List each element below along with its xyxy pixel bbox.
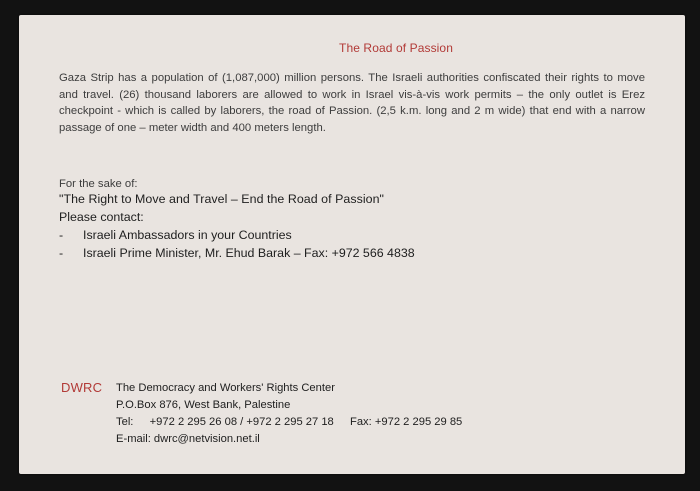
tel-label: Tel: — [116, 416, 134, 428]
org-abbreviation-logo: DWRC — [61, 380, 103, 395]
email-address[interactable]: dwrc@netvision.net.il — [153, 433, 260, 445]
contact-ambassadors: Israeli Ambassadors in your Countries — [83, 228, 292, 242]
org-email-line — [116, 431, 462, 448]
org-footer — [116, 380, 462, 448]
contact-list — [59, 226, 415, 262]
list-dash: - — [59, 228, 64, 242]
for-sake-label: For the sake of: — [59, 178, 138, 190]
postcard — [19, 15, 685, 474]
email-label: E-mail: — [116, 433, 151, 445]
list-item — [59, 244, 415, 262]
intro-text: Gaza Strip has a population of (1,087,000) million persons. The Israeli authorities confiscated their rights to move and travel. (26) thousand laborers are allowed to work in Israel vis-à-vis work permits – the only outlet is Erez checkpoint - which is called by laborers, the road of Passion. (2,5 k.m. long and 2 m wide) that end with a narrow passage of one – meter width and 400 meters length. — [59, 72, 645, 134]
fax-label: Fax: — [350, 416, 372, 428]
org-address: P.O.Box 876, West Bank, Palestine — [116, 399, 291, 411]
org-phone-line — [116, 414, 462, 431]
list-dash: - — [59, 246, 64, 260]
card-title: The Road of Passion — [339, 41, 453, 55]
fax-number: +972 2 295 29 85 — [374, 416, 463, 428]
intro-paragraph — [59, 70, 645, 136]
please-contact-label: Please contact: — [59, 210, 144, 224]
contact-prime-minister: Israeli Prime Minister, Mr. Ehud Barak – Fax: +972 566 4838 — [83, 246, 415, 260]
campaign-slogan: "The Right to Move and Travel – End the Road of Passion" — [59, 192, 384, 206]
list-item — [59, 226, 415, 244]
org-name: The Democracy and Workers' Rights Center — [116, 382, 335, 394]
tel-numbers: +972 2 295 26 08 / +972 2 295 27 18 — [149, 416, 334, 428]
